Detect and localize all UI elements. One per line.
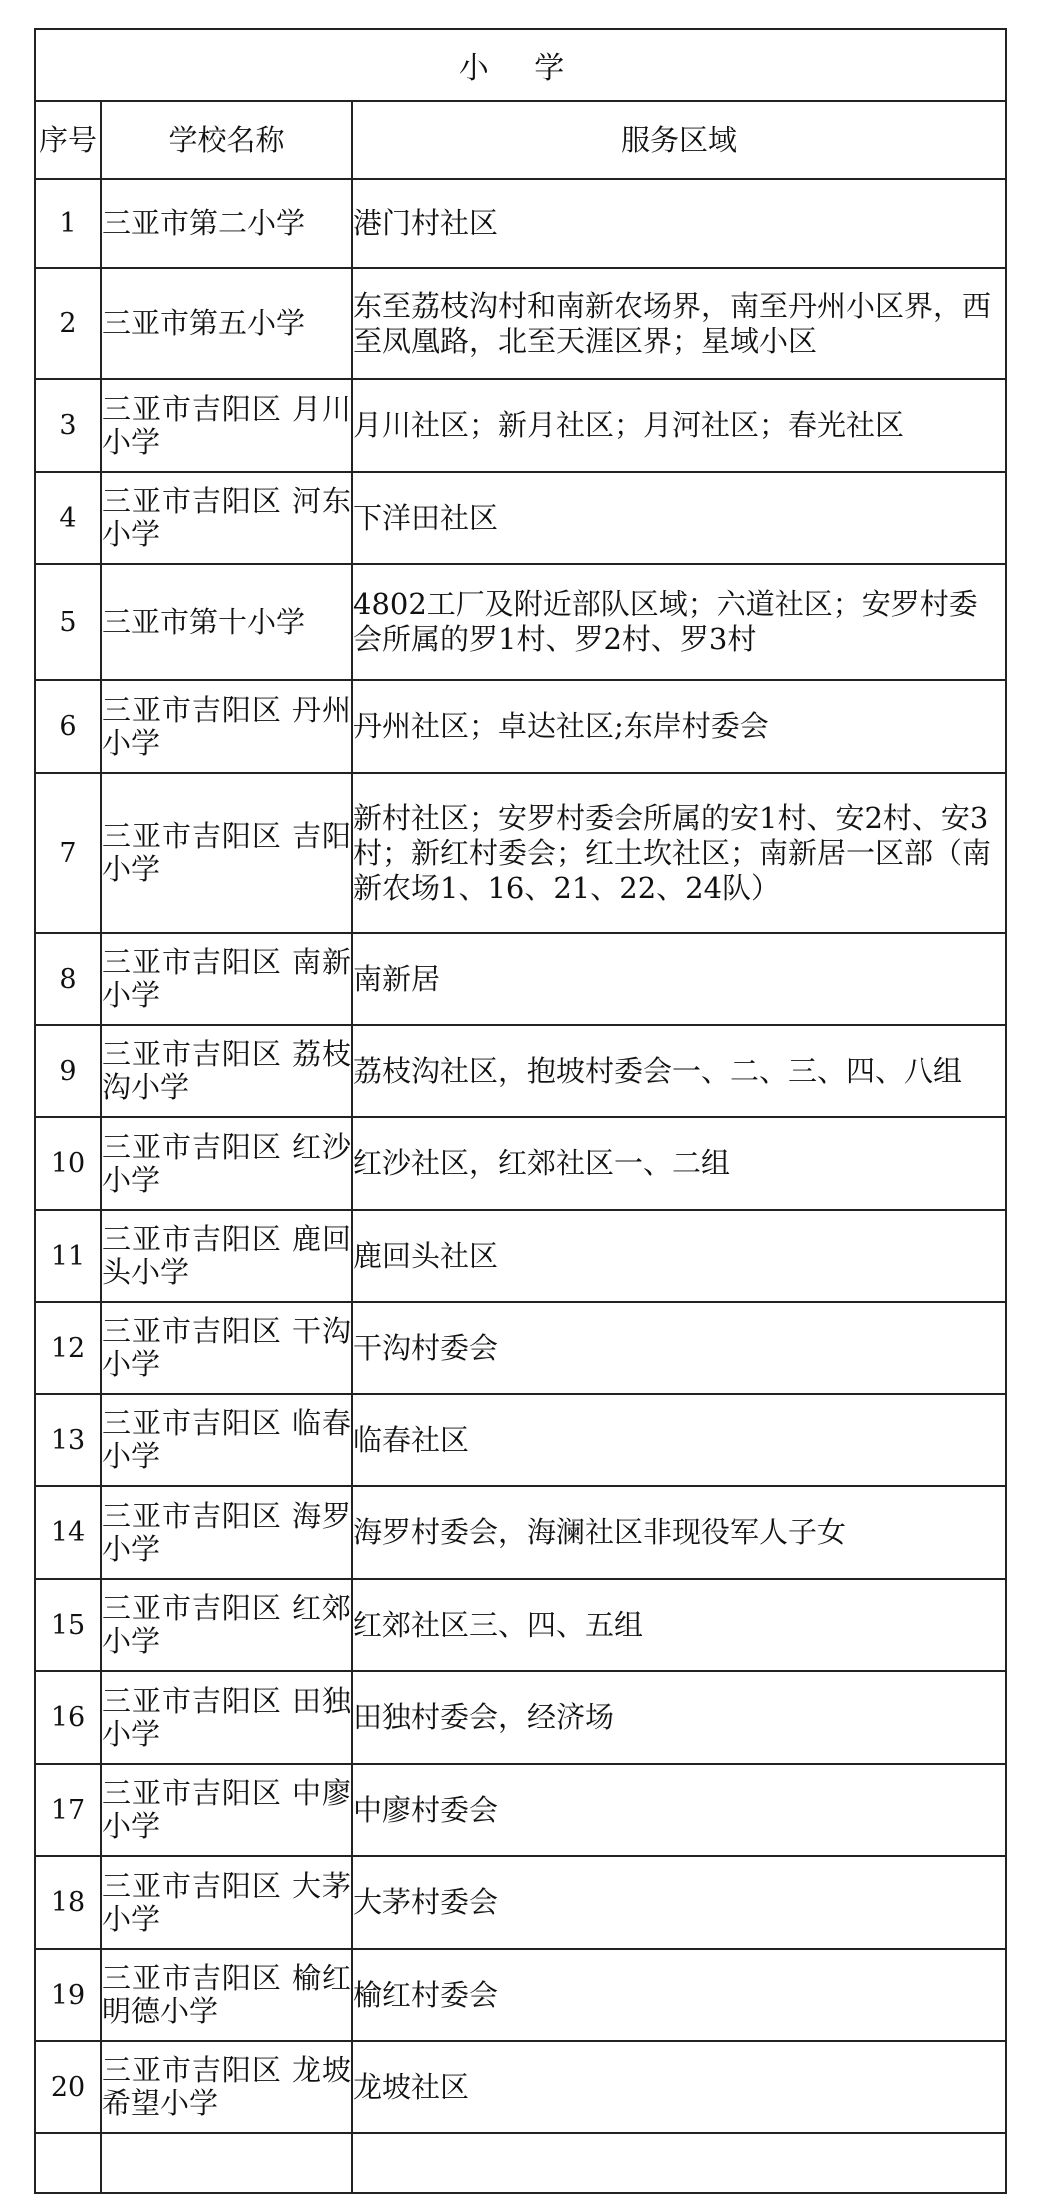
school-name: 三亚市第五小学 (101, 268, 352, 379)
table-title: 小 学 (35, 29, 1006, 101)
table-row (35, 1764, 1006, 1856)
table-row (35, 1486, 1006, 1579)
row-number: 18 (35, 1856, 101, 1949)
service-area: 鹿回头社区 (352, 1210, 1006, 1302)
school-name: 三亚市第十小学 (101, 564, 352, 680)
school-name (101, 2133, 352, 2193)
table-row (35, 179, 1006, 268)
table-row (35, 1949, 1006, 2041)
row-number: 8 (35, 933, 101, 1025)
table-row (35, 564, 1006, 680)
service-area: 下洋田社区 (352, 472, 1006, 564)
header-seq: 序号 (35, 101, 101, 179)
row-number: 19 (35, 1949, 101, 2041)
school-name: 三亚市吉阳区 干沟小学 (101, 1302, 352, 1394)
service-area: 南新居 (352, 933, 1006, 1025)
service-area (352, 2133, 1006, 2193)
table-row (35, 773, 1006, 933)
table-row (35, 1394, 1006, 1486)
row-number: 14 (35, 1486, 101, 1579)
service-area: 新村社区；安罗村委会所属的安1村、安2村、安3村；新红村委会；红土坎社区；南新居一区部（南新农场1、16、21、22、24队） (352, 773, 1006, 933)
row-number: 4 (35, 472, 101, 564)
school-name: 三亚市吉阳区 丹州小学 (101, 680, 352, 773)
service-area: 东至荔枝沟村和南新农场界，南至丹州小区界，西至凤凰路，北至天涯区界；星域小区 (352, 268, 1006, 379)
service-area: 红郊社区三、四、五组 (352, 1579, 1006, 1671)
school-name: 三亚市吉阳区 田独小学 (101, 1671, 352, 1764)
school-name: 三亚市吉阳区 鹿回头小学 (101, 1210, 352, 1302)
primary-school-table (34, 28, 1007, 2194)
row-number: 9 (35, 1025, 101, 1117)
table-row (35, 933, 1006, 1025)
service-area: 中廖村委会 (352, 1764, 1006, 1856)
service-area: 田独村委会，经济场 (352, 1671, 1006, 1764)
row-number: 17 (35, 1764, 101, 1856)
table-row (35, 2133, 1006, 2193)
row-number: 1 (35, 179, 101, 268)
school-name: 三亚市吉阳区 龙坡希望小学 (101, 2041, 352, 2133)
header-service-area: 服务区域 (352, 101, 1006, 179)
school-name: 三亚市第二小学 (101, 179, 352, 268)
row-number: 7 (35, 773, 101, 933)
school-name: 三亚市吉阳区 红沙小学 (101, 1117, 352, 1210)
service-area: 荔枝沟社区，抱坡村委会一、二、三、四、八组 (352, 1025, 1006, 1117)
table-row (35, 472, 1006, 564)
service-area: 丹州社区；卓达社区;东岸村委会 (352, 680, 1006, 773)
service-area: 月川社区；新月社区；月河社区；春光社区 (352, 379, 1006, 472)
row-number: 10 (35, 1117, 101, 1210)
service-area: 龙坡社区 (352, 2041, 1006, 2133)
table-row (35, 1579, 1006, 1671)
row-number: 11 (35, 1210, 101, 1302)
table-row (35, 680, 1006, 773)
school-name: 三亚市吉阳区 中廖小学 (101, 1764, 352, 1856)
service-area: 红沙社区，红郊社区一、二组 (352, 1117, 1006, 1210)
row-number: 2 (35, 268, 101, 379)
table-row (35, 1856, 1006, 1949)
school-name: 三亚市吉阳区 月川小学 (101, 379, 352, 472)
row-number: 3 (35, 379, 101, 472)
table-row (35, 1210, 1006, 1302)
service-area: 临春社区 (352, 1394, 1006, 1486)
table-row (35, 1302, 1006, 1394)
row-number: 12 (35, 1302, 101, 1394)
school-name: 三亚市吉阳区 榆红明德小学 (101, 1949, 352, 2041)
service-area: 4802工厂及附近部队区域；六道社区；安罗村委会所属的罗1村、罗2村、罗3村 (352, 564, 1006, 680)
table-row (35, 1671, 1006, 1764)
table-row (35, 268, 1006, 379)
row-number: 13 (35, 1394, 101, 1486)
school-name: 三亚市吉阳区 河东小学 (101, 472, 352, 564)
service-area: 港门村社区 (352, 179, 1006, 268)
table-row (35, 379, 1006, 472)
table-row (35, 1117, 1006, 1210)
table-row (35, 2041, 1006, 2133)
row-number: 15 (35, 1579, 101, 1671)
service-area: 大茅村委会 (352, 1856, 1006, 1949)
row-number: 20 (35, 2041, 101, 2133)
table-header-row (35, 101, 1006, 179)
school-name: 三亚市吉阳区 红郊小学 (101, 1579, 352, 1671)
school-name: 三亚市吉阳区 临春小学 (101, 1394, 352, 1486)
row-number: 16 (35, 1671, 101, 1764)
school-name: 三亚市吉阳区 大茅小学 (101, 1856, 352, 1949)
service-area: 干沟村委会 (352, 1302, 1006, 1394)
row-number: 6 (35, 680, 101, 773)
school-name: 三亚市吉阳区 海罗小学 (101, 1486, 352, 1579)
row-number: 5 (35, 564, 101, 680)
service-area: 榆红村委会 (352, 1949, 1006, 2041)
school-name: 三亚市吉阳区 南新小学 (101, 933, 352, 1025)
header-school-name: 学校名称 (101, 101, 352, 179)
table-title-row (35, 29, 1006, 101)
table-row (35, 1025, 1006, 1117)
school-name: 三亚市吉阳区 吉阳小学 (101, 773, 352, 933)
service-area: 海罗村委会，海澜社区非现役军人子女 (352, 1486, 1006, 1579)
school-name: 三亚市吉阳区 荔枝沟小学 (101, 1025, 352, 1117)
row-number (35, 2133, 101, 2193)
